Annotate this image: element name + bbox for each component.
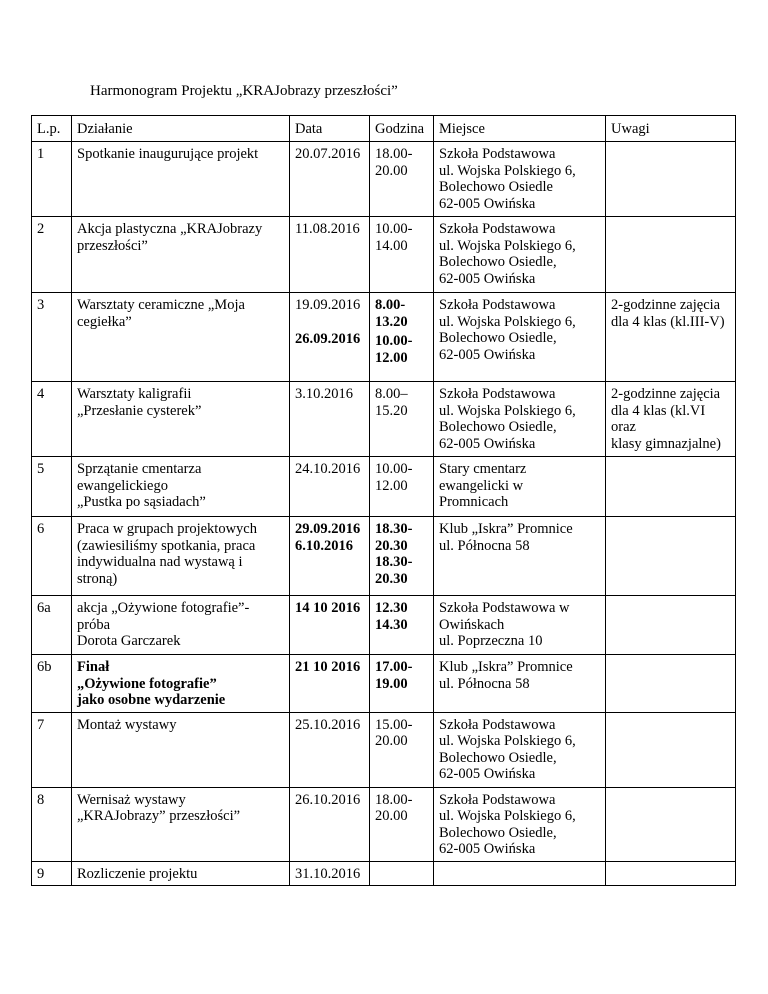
cell-uwagi [606, 787, 736, 861]
cell-lp: 7 [32, 712, 72, 787]
cell-miejsce: Szkoła Podstawowa ul. Wojska Polskiego 6, Bolechowo Osiedle, 62-005 Owińska [434, 382, 606, 457]
cell-miejsce: Szkoła Podstawowa ul. Wojska Polskiego 6, Bolechowo Osiedle, 62-005 Owińska [434, 787, 606, 861]
date-second: 26.09.2016 [295, 330, 361, 347]
cell-dzialanie: Warsztaty kaligrafii „Przesłanie cysterek” [72, 382, 290, 457]
cell-uwagi [606, 217, 736, 293]
table-row [32, 217, 736, 293]
schedule-table [31, 115, 736, 886]
cell-godzina: 18.30- 20.30 18.30- 20.30 [370, 517, 434, 596]
cell-godzina: 15.00- 20.00 [370, 712, 434, 787]
table-row [32, 787, 736, 861]
cell-lp: 5 [32, 457, 72, 517]
table-row [32, 655, 736, 713]
cell-lp: 6 [32, 517, 72, 596]
cell-dzialanie: Akcja plastyczna „KRAJobrazy przeszłości” [72, 217, 290, 293]
cell-lp: 6a [32, 596, 72, 655]
cell-uwagi [606, 655, 736, 713]
table-row [32, 596, 736, 655]
cell-lp: 4 [32, 382, 72, 457]
cell-data: 25.10.2016 [290, 712, 370, 787]
cell-lp: 8 [32, 787, 72, 861]
cell-miejsce: Szkoła Podstawowa w Owińskach ul. Poprzeczna 10 [434, 596, 606, 655]
cell-dzialanie: Praca w grupach projektowych (zawiesiliśmy spotkania, praca indywidualna nad wystawą i stroną) [72, 517, 290, 596]
cell-godzina: 10.00- 12.00 [370, 457, 434, 517]
cell-miejsce [434, 861, 606, 886]
cell-godzina: 12.30 14.30 [370, 596, 434, 655]
cell-lp: 3 [32, 293, 72, 382]
cell-godzina: 17.00- 19.00 [370, 655, 434, 713]
table-row [32, 457, 736, 517]
cell-uwagi [606, 596, 736, 655]
time-second: 10.00- 12.00 [375, 333, 413, 366]
cell-data: 3.10.2016 [290, 382, 370, 457]
header-dzialanie: Działanie [72, 116, 290, 142]
table-header-row [32, 116, 736, 142]
cell-uwagi: 2-godzinne zajęcia dla 4 klas (kl.VI oraz klasy gimnazjalne) [606, 382, 736, 457]
cell-uwagi [606, 861, 736, 886]
cell-uwagi [606, 142, 736, 217]
cell-uwagi [606, 712, 736, 787]
time-first: 8.00- 13.20 [375, 297, 408, 330]
cell-dzialanie: Rozliczenie projektu [72, 861, 290, 886]
cell-data: 24.10.2016 [290, 457, 370, 517]
cell-dzialanie: Spotkanie inaugurujące projekt [72, 142, 290, 217]
header-miejsce: Miejsce [434, 116, 606, 142]
cell-dzialanie: Warsztaty ceramiczne „Moja cegiełka” [72, 293, 290, 382]
cell-miejsce: Szkoła Podstawowa ul. Wojska Polskiego 6, Bolechowo Osiedle, 62-005 Owińska [434, 217, 606, 293]
cell-data: 29.09.2016 6.10.2016 [290, 517, 370, 596]
cell-godzina [370, 293, 434, 382]
cell-lp: 2 [32, 217, 72, 293]
cell-data: 31.10.2016 [290, 861, 370, 886]
cell-dzialanie: akcja „Ożywione fotografie”- próba Dorota Garczarek [72, 596, 290, 655]
header-uwagi: Uwagi [606, 116, 736, 142]
cell-dzialanie: Finał „Ożywione fotografie” jako osobne wydarzenie [72, 655, 290, 713]
cell-uwagi [606, 517, 736, 596]
cell-lp: 9 [32, 861, 72, 886]
header-godzina: Godzina [370, 116, 434, 142]
cell-data [290, 293, 370, 382]
cell-data: 14 10 2016 [290, 596, 370, 655]
table-row [32, 142, 736, 217]
cell-miejsce: Klub „Iskra” Promnice ul. Północna 58 [434, 517, 606, 596]
cell-uwagi: 2-godzinne zajęcia dla 4 klas (kl.III-V) [606, 293, 736, 382]
cell-godzina: 8.00– 15.20 [370, 382, 434, 457]
cell-dzialanie: Montaż wystawy [72, 712, 290, 787]
date-first: 19.09.2016 [295, 297, 361, 313]
table-row [32, 712, 736, 787]
cell-miejsce: Szkoła Podstawowa ul. Wojska Polskiego 6, Bolechowo Osiedle, 62-005 Owińska [434, 712, 606, 787]
cell-godzina: 18.00- 20.00 [370, 787, 434, 861]
cell-lp: 1 [32, 142, 72, 217]
table-row [32, 517, 736, 596]
table-row [32, 861, 736, 886]
cell-data: 21 10 2016 [290, 655, 370, 713]
cell-godzina [370, 861, 434, 886]
cell-dzialanie: Wernisaż wystawy „KRAJobrazy” przeszłości” [72, 787, 290, 861]
cell-data: 26.10.2016 [290, 787, 370, 861]
document-title: Harmonogram Projektu „KRAJobrazy przeszłości” [90, 83, 398, 99]
cell-miejsce: Klub „Iskra” Promnice ul. Północna 58 [434, 655, 606, 713]
cell-miejsce: Stary cmentarz ewangelicki w Promnicach [434, 457, 606, 517]
cell-data: 11.08.2016 [290, 217, 370, 293]
cell-miejsce: Szkoła Podstawowa ul. Wojska Polskiego 6, Bolechowo Osiedle 62-005 Owińska [434, 142, 606, 217]
cell-godzina: 10.00- 14.00 [370, 217, 434, 293]
table-row [32, 293, 736, 382]
table-row [32, 382, 736, 457]
cell-godzina: 18.00- 20.00 [370, 142, 434, 217]
header-lp: L.p. [32, 116, 72, 142]
cell-dzialanie: Sprzątanie cmentarza ewangelickiego „Pustka po sąsiadach” [72, 457, 290, 517]
cell-miejsce: Szkoła Podstawowa ul. Wojska Polskiego 6, Bolechowo Osiedle, 62-005 Owińska [434, 293, 606, 382]
cell-uwagi [606, 457, 736, 517]
header-data: Data [290, 116, 370, 142]
cell-data: 20.07.2016 [290, 142, 370, 217]
cell-lp: 6b [32, 655, 72, 713]
